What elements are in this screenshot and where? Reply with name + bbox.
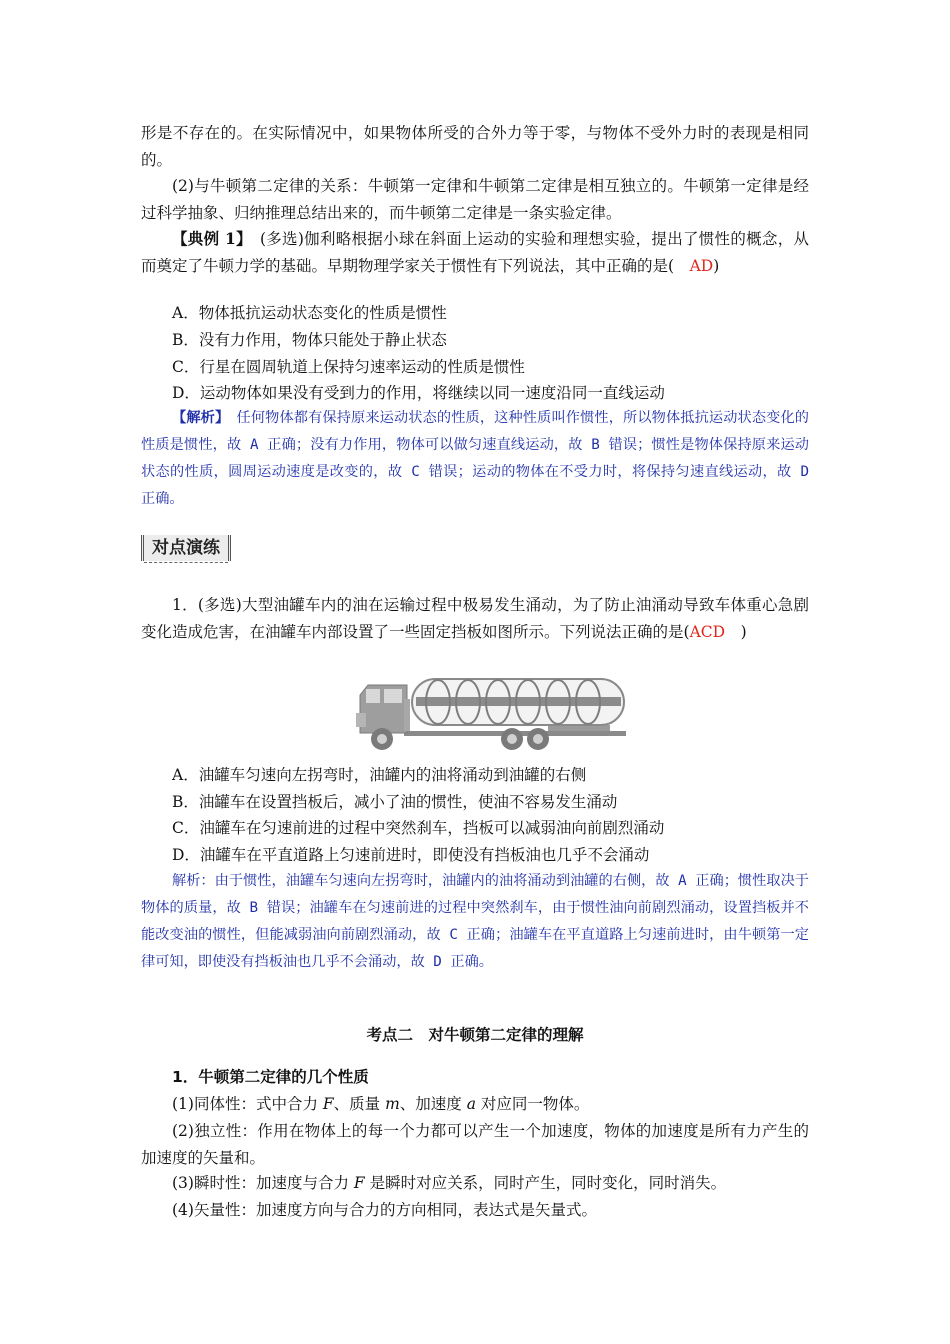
symbol-m: m	[385, 1095, 400, 1113]
oil-tanker-truck-icon	[352, 673, 627, 753]
example-1-option-a: A．物体抵抗运动状态变化的性质是惯性	[172, 304, 447, 322]
property-1-text-d: 对应同一物体。	[475, 1095, 590, 1113]
analysis-text: 任何物体都有保持原来运动状态的性质，这种性质叫作惯性，所以物体抵抗运动状态变化的性质是惯性，故 A 正确；没有力作用，物体可以做匀速直线运动，故 B 错误；惯性是物体保持原来运动状态的性质，圆周运动速度是改变的，故 C 错误；运动的物体在不受力时，将保持匀速直线运动，故 D 正确。	[141, 410, 809, 507]
truck-wheel-hub	[533, 734, 543, 744]
example-1-option-c: C．行星在圆周轨道上保持匀速率运动的性质是惯性	[172, 358, 525, 376]
symbol-F: F	[322, 1095, 334, 1113]
practice-option-d: D．油罐车在平直道路上匀速前进时，即使没有挡板油也几乎不会涌动	[172, 846, 650, 864]
example-1-close: )	[713, 256, 720, 275]
practice-q1-stem: 1．(多选)大型油罐车内的油在运输过程中极易发生涌动，为了防止油涌动导致车体重心急剧变化造成危害，在油罐车内部设置了一些固定挡板如图所示。下列说法正确的是(	[141, 596, 809, 641]
practice-option-c: C．油罐车在匀速前进的过程中突然刹车，挡板可以减弱油向前剧烈涌动	[172, 819, 665, 837]
example-1-question: (多选)伽利略根据小球在斜面上运动的实验和理想实验，提出了惯性的概念，从而奠定了牛顿力学的基础。早期物理学家关于惯性有下列说法，其中正确的是(	[141, 230, 809, 275]
example-1-option-b: B．没有力作用，物体只能处于静止状态	[172, 331, 447, 349]
property-1-text-c: 、加速度	[399, 1095, 467, 1113]
truck-wheel-hub	[377, 734, 387, 744]
property-3-text-b: 是瞬时对应关系，同时产生，同时变化，同时消失。	[364, 1174, 727, 1192]
analysis-tag: 【解析】	[172, 410, 223, 426]
intro-paragraph-1: 形是不存在的。在实际情况中，如果物体所受的合外力等于零，与物体不受外力时的表现是相同的。	[141, 124, 809, 169]
example-1-stem	[141, 226, 809, 279]
property-2: (2)独立性：作用在物体上的每一个力都可以产生一个加速度，物体的加速度是所有力产生的加速度的矢量和。	[141, 1122, 809, 1167]
practice-question-1	[141, 592, 809, 645]
truck-cab-connector	[404, 699, 410, 731]
property-4: (4)矢量性：加速度方向与合力的方向相同，表达式是矢量式。	[172, 1201, 597, 1219]
truck-cab-window-front	[366, 689, 380, 703]
example-1-tag: 【典例 1】	[172, 229, 245, 248]
example-1-option-d: D．运动物体如果没有受到力的作用，将继续以同一速度沿同一直线运动	[172, 384, 665, 402]
truck-cab-window-side	[384, 689, 402, 703]
property-1	[172, 1091, 589, 1118]
section-2-subheading: 1．牛顿第二定律的几个性质	[172, 1068, 369, 1086]
symbol-a: a	[466, 1095, 476, 1113]
property-3-text-a: (3)瞬时性：加速度与合力	[172, 1174, 354, 1192]
property-1-text-b: 、质量	[333, 1095, 386, 1113]
tank-band	[416, 697, 621, 706]
practice-option-b: B．油罐车在设置挡板后，减小了油的惯性，使油不容易发生涌动	[172, 793, 618, 811]
property-3	[172, 1170, 726, 1197]
section-2-title: 考点二 对牛顿第二定律的理解	[366, 1026, 584, 1044]
practice-q1-answer: ACD	[689, 622, 726, 641]
property-1-text-a: (1)同体性：式中合力	[172, 1095, 323, 1113]
example-1-analysis	[141, 405, 809, 513]
truck-wheel-hub	[507, 734, 517, 744]
intro-paragraph-2: (2)与牛顿第二定律的关系：牛顿第一定律和牛顿第二定律是相互独立的。牛顿第一定律是经过科学抽象、归纳推理总结出来的，而牛顿第二定律是一条实验定律。	[141, 177, 809, 222]
example-1-answer: AD	[689, 256, 714, 275]
practice-heading: 对点演练	[141, 535, 231, 561]
practice-q1-close: )	[740, 622, 747, 641]
practice-analysis: 解析：由于惯性，油罐车匀速向左拐弯时，油罐内的油将涌动到油罐的右侧，故 A 正确；惯性取决于物体的质量，故 B 错误；油罐车在匀速前进的过程中突然刹车，由于惯性油向前剧烈涌动，设置挡板并不能改变油的惯性，但能减弱油向前剧烈涌动，故 C 正确；油罐车在平直道路上匀速前进时，由牛顿第一定律可知，即使没有挡板油也几乎不会涌动，故 D 正确。	[141, 873, 809, 970]
practice-option-a: A．油罐车匀速向左拐弯时，油罐内的油将涌动到油罐的右侧	[172, 766, 587, 784]
symbol-F: F	[353, 1174, 365, 1192]
truck-bumper	[356, 713, 366, 727]
